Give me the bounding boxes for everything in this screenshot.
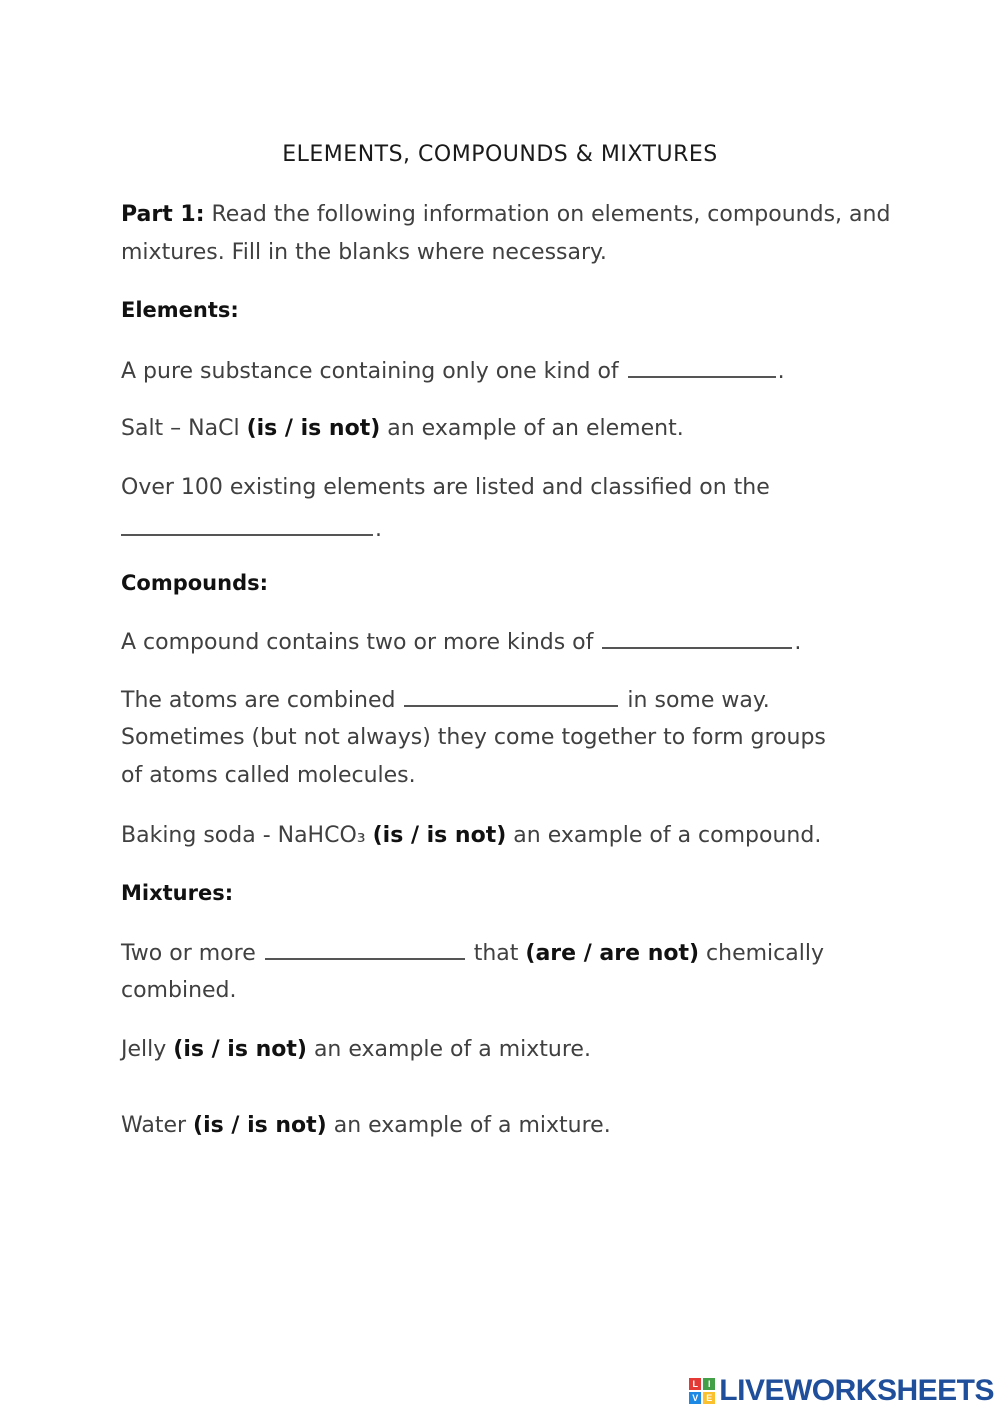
brand-name: LIVEWORKSHEETS: [719, 1374, 994, 1407]
logo-cell: I: [703, 1378, 715, 1390]
page-title: ELEMENTS, COMPOUNDS & MIXTURES: [282, 142, 718, 167]
blank-periodic-table[interactable]: [121, 510, 373, 536]
choice-are-are-not[interactable]: (are / are not): [525, 941, 700, 966]
compounds-heading: Compounds:: [121, 571, 269, 595]
compounds-question-2: The atoms are combined in some way.: [121, 681, 770, 720]
instructions-line-2: mixtures. Fill in the blanks where necessary.: [121, 240, 607, 265]
choice-is-is-not[interactable]: (is / is not): [173, 1037, 307, 1062]
liveworksheets-brand: [689, 1373, 994, 1409]
mixtures-question-1-line-2: combined.: [121, 978, 237, 1003]
mixtures-question-2: Jelly (is / is not) an example of a mixture.: [121, 1037, 591, 1062]
choice-is-is-not[interactable]: (is / is not): [246, 416, 381, 441]
choice-is-is-not[interactable]: (is / is not): [193, 1113, 327, 1138]
blank-chemically[interactable]: [404, 681, 618, 707]
elements-question-1: A pure substance containing only one kind of .: [121, 352, 785, 391]
part-label: Part 1:: [121, 202, 205, 227]
logo-cell: E: [703, 1392, 715, 1404]
compounds-question-3: Baking soda - NaHCO₃ (is / is not) an example of a compound.: [121, 823, 822, 848]
choice-is-is-not[interactable]: (is / is not): [372, 823, 507, 848]
compounds-question-1: A compound contains two or more kinds of .: [121, 623, 801, 662]
elements-question-3: Over 100 existing elements are listed and classified on the: [121, 475, 770, 500]
blank-substances[interactable]: [265, 934, 465, 960]
mixtures-heading: Mixtures:: [121, 881, 234, 905]
blank-atom[interactable]: [628, 352, 776, 378]
liveworksheets-logo-icon: [689, 1378, 715, 1404]
logo-cell: V: [689, 1392, 701, 1404]
blank-atoms[interactable]: [602, 623, 792, 649]
mixtures-question-3: Water (is / is not) an example of a mixture.: [121, 1113, 611, 1138]
elements-question-3-line-2: .: [121, 510, 382, 549]
elements-question-2: Salt – NaCl (is / is not) an example of an element.: [121, 416, 684, 441]
logo-cell: L: [689, 1378, 701, 1390]
instructions-line-1: [121, 196, 890, 234]
elements-heading: Elements:: [121, 298, 239, 322]
mixtures-question-1: Two or more that (are / are not) chemically: [121, 934, 824, 973]
compounds-question-2-line-3: of atoms called molecules.: [121, 763, 416, 788]
compounds-question-2-line-2: Sometimes (but not always) they come together to form groups: [121, 725, 826, 750]
instructions-text: Read the following information on elements, compounds, and: [204, 202, 891, 227]
